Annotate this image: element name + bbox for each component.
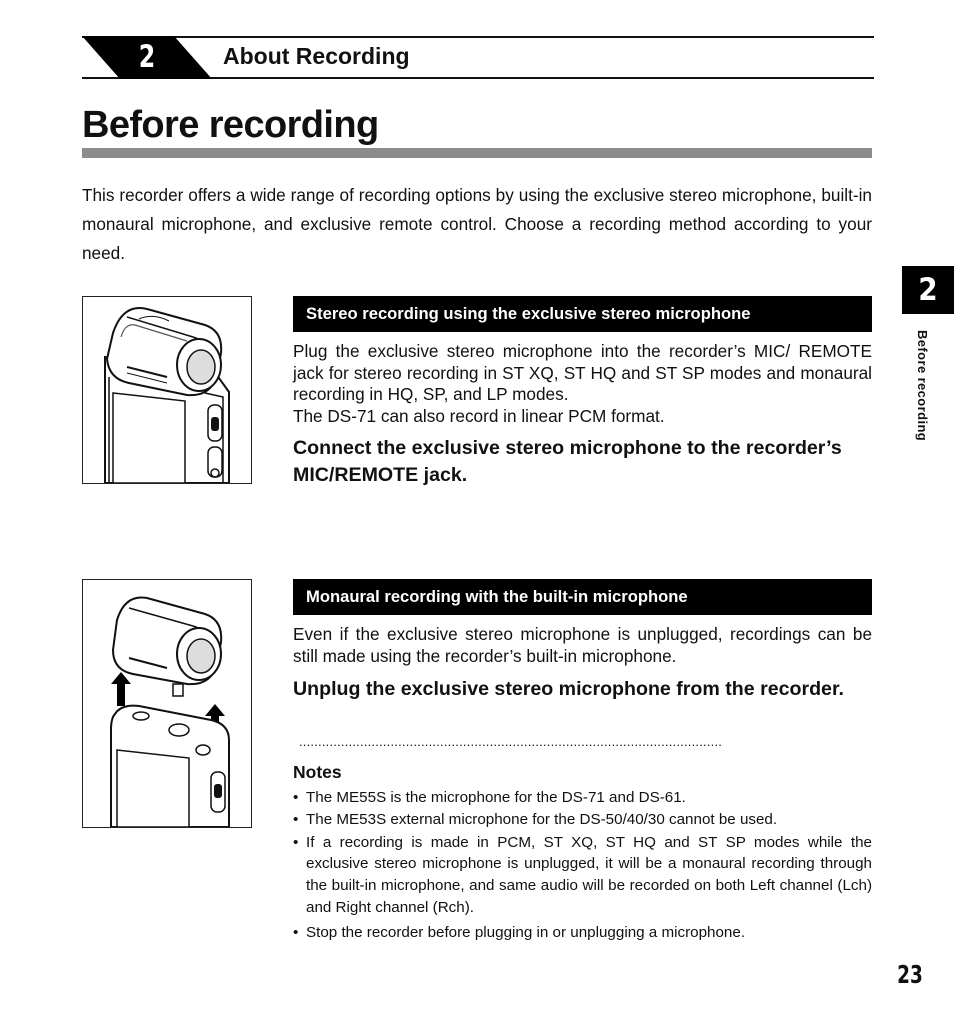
- note-bullet: •: [293, 833, 299, 851]
- note-item: [293, 832, 872, 919]
- note-bullet: •: [293, 789, 299, 806]
- side-chapter-label: Before recording: [915, 330, 930, 442]
- notes-list: [293, 787, 872, 944]
- notes-title: Notes: [293, 762, 342, 782]
- mono-section-body: Even if the exclusive stereo microphone is unplugged, recordings can be still made using the recorder’s built-in microphone.: [293, 624, 872, 666]
- mono-instruction: Unplug the exclusive stereo microphone from the recorder.: [293, 678, 844, 700]
- note-bullet: •: [293, 923, 299, 941]
- stereo-section-body: Plug the exclusive stereo microphone into the recorder’s MIC/ REMOTE jack for stereo recording in ST XQ, ST HQ and ST SP modes and monaural recording in HQ, SP, and LP modes.: [293, 341, 872, 405]
- note-bullet: •: [293, 810, 299, 828]
- mono-section-heading: Monaural recording with the built-in microphone: [293, 579, 872, 615]
- intro-paragraph: This recorder offers a wide range of recording options by using the exclusive stereo microphone, built-in monaural microphone, and exclusive remote control. Choose a recording method according to your need.: [82, 185, 872, 263]
- page-title: Before recording: [82, 104, 379, 146]
- dotted-separator: ...............................................................................................................: [299, 736, 723, 748]
- note-text: The ME53S external microphone for the DS-50/40/30 cannot be used.: [306, 810, 778, 828]
- chapter-number: 2: [138, 39, 156, 75]
- stereo-section-pcm-note: The DS-71 can also record in linear PCM format.: [293, 406, 665, 426]
- note-text: The ME55S is the microphone for the DS-71 and DS-61.: [306, 789, 686, 806]
- stereo-mic-illustration: [82, 296, 252, 484]
- mono-mic-illustration: [82, 579, 252, 828]
- stereo-instruction: Connect the exclusive stereo microphone to the recorder’s MIC/REMOTE jack.: [293, 437, 842, 486]
- note-text: If a recording is made in PCM, ST XQ, ST HQ and ST SP modes while the exclusive stereo microphone is unplugged, it will be a monaural recording through the built-in microphone, and same audio will be recorded on both Left channel (Lch) and Right channel (Rch).: [306, 833, 872, 916]
- note-item: [293, 787, 872, 809]
- recorder-with-mic-image: [83, 297, 251, 483]
- side-chapter-tab: 2: [902, 266, 954, 314]
- title-rule: [82, 148, 872, 158]
- note-item: [293, 809, 872, 831]
- chapter-title: About Recording: [223, 43, 410, 69]
- mic-unplugged-image: [83, 580, 251, 827]
- page-number: 23: [897, 960, 923, 989]
- note-text: Stop the recorder before plugging in or unplugging a microphone.: [306, 923, 746, 941]
- note-item: [293, 922, 872, 944]
- stereo-section-heading: Stereo recording using the exclusive stereo microphone: [293, 296, 872, 332]
